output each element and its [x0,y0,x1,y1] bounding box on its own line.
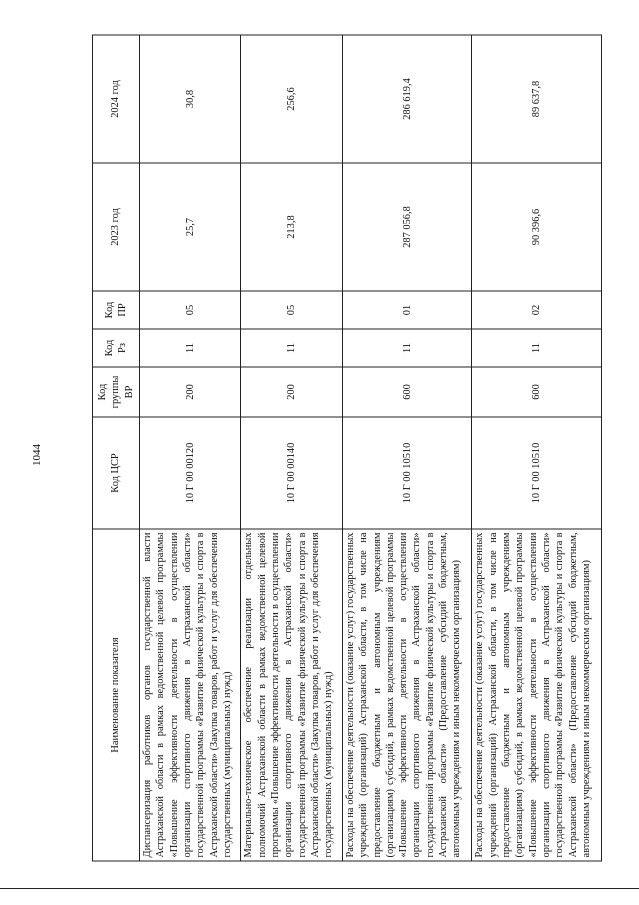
table-row [472,35,602,861]
row-name: Расходы на обеспечение деятельности (оказание услуг) государственных учреждений (организаций) Астраханской области, в том числе на предоставление бюджетным и автономным учреждениям (организациям) субсидий, в рамках ведомственной целевой программы «Повышение эффективности деятельности в осуществлении организации спортивного движения в Астраханской области» государственной программы «Развитие физической культуры и спорта в Астраханской области» (Предоставление субсидий бюджетным, автономным учреждениям и иным некоммерческим организациям) [342,529,472,861]
row-name: Диспансеризация работников органов государственной власти Астраханской области в рамках ведомственной целевой программы «Повышение эффективности деятельности в осуществлении организации спортивного движения в Астраханской области» государственной программы «Развитие физической культуры и спорта в Астраханской области» (Закупка товаров, работ и услуг для обеспечения государственных (муниципальных) нужд) [140,529,241,861]
row-csr-code: 10 Г 00 00120 [140,417,241,529]
row-csr-code: 10 Г 00 10510 [472,417,602,529]
header-csr-code: Код ЦСР [93,417,140,529]
page-number: 1044 [31,444,43,466]
header-year-2024: 2024 год [93,35,140,163]
row-vr-code: 200 [241,367,342,417]
row-rz-code: 11 [140,329,241,367]
table-row [140,35,241,861]
row-amount-2023: 25,7 [140,163,241,291]
row-pr-code: 05 [140,291,241,329]
row-vr-code: 600 [472,367,602,417]
bottom-divider [0,888,639,889]
header-rz-code: Код Рз [93,329,140,367]
header-row [93,35,140,861]
row-amount-2024: 89 637,8 [472,35,602,163]
row-vr-code: 600 [342,367,472,417]
row-amount-2024: 256,6 [241,35,342,163]
header-vr-code: Код группы ВР [93,367,140,417]
budget-table [92,35,602,862]
row-vr-code: 200 [140,367,241,417]
header-name: Наименование показателя [93,529,140,861]
row-amount-2024: 30,8 [140,35,241,163]
row-amount-2023: 213,8 [241,163,342,291]
row-rz-code: 11 [241,329,342,367]
row-csr-code: 10 Г 00 10510 [342,417,472,529]
row-csr-code: 10 Г 00 00140 [241,417,342,529]
row-rz-code: 11 [342,329,472,367]
table-row [342,35,472,861]
row-name: Материально-техническое обеспечение реализации отдельных полномочий Астраханской области в рамках ведомственной целевой программы «Повышение эффективности деятельности в осуществлении организации спортивного движения в Астраханской области» государственной программы «Развитие физической культуры и спорта в Астраханской области» (Закупка товаров, работ и услуг для обеспечения государственных (муниципальных) нужд) [241,529,342,861]
row-pr-code: 02 [472,291,602,329]
row-amount-2024: 286 619,4 [342,35,472,163]
row-rz-code: 11 [472,329,602,367]
table-row [241,35,342,861]
header-pr-code: Код ПР [93,291,140,329]
header-year-2023: 2023 год [93,163,140,291]
row-pr-code: 05 [241,291,342,329]
row-pr-code: 01 [342,291,472,329]
row-name: Расходы на обеспечение деятельности (оказание услуг) государственных учреждений (организаций) Астраханской области, в том числе на предоставление бюджетным и автономным учреждениям (организациям) субсидий, в рамках ведомственной целевой программы «Повышение эффективности деятельности в осуществлении организации спортивного движения в Астраханской области» государственной программы «Развитие физической культуры и спорта в Астраханской области» (Предоставление субсидий бюджетным, автономным учреждениям и иным некоммерческим организациям) [472,529,602,861]
row-amount-2023: 287 056,8 [342,163,472,291]
budget-table-frame [92,35,602,861]
row-amount-2023: 90 396,6 [472,163,602,291]
